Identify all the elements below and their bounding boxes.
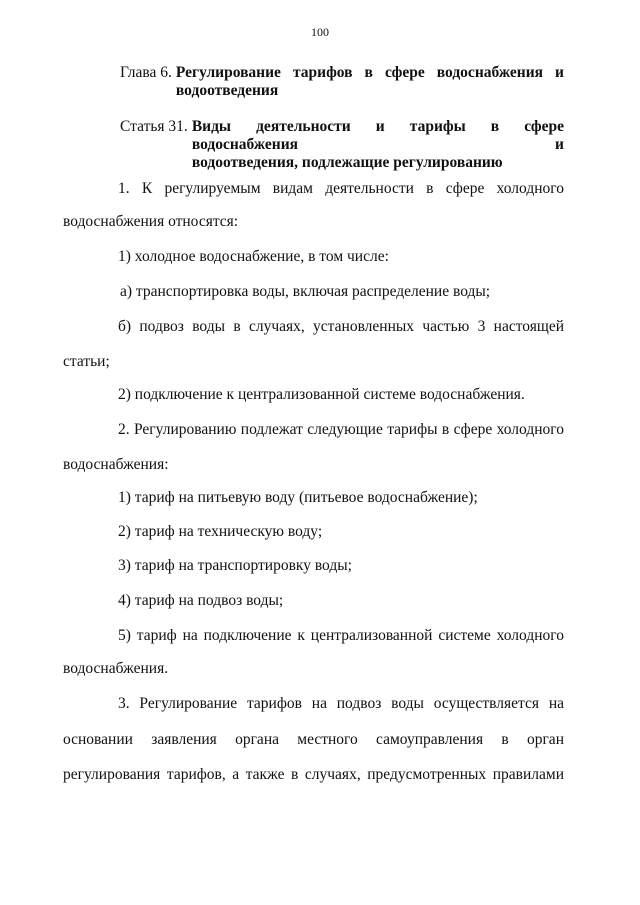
paragraph-line: статьи; [63,353,110,370]
paragraph-line: а) транспортировка воды, включая распределение воды; [120,283,491,300]
paragraph-line: 2. Регулированию подлежат следующие тарифы в сфере холодного [118,421,564,438]
article-prefix: Статья 31. [120,118,188,135]
paragraph-line: водоснабжения: [63,456,169,473]
article-title-line: Виды деятельности и тарифы в сфере водоснабжения и [191,118,564,153]
paragraph-line: б) подвоз воды в случаях, установленных частью 3 настоящей [118,318,564,335]
paragraph-line: водоснабжения относятся: [63,213,239,230]
article-title-line: водоотведения, подлежащие регулированию [191,154,503,171]
paragraph-line: 2) тариф на техническую воду; [118,523,323,540]
paragraph-line: регулирования тарифов, а также в случаях, предусмотренных правилами [63,766,564,783]
article-heading [120,118,564,172]
chapter-title-line: Регулирование тарифов в сфере водоснабжения и [175,64,564,81]
chapter-title [176,64,564,100]
article-title [192,118,564,172]
paragraph-line: 1) холодное водоснабжение, в том числе: [118,248,389,265]
chapter-heading [120,64,564,100]
paragraph-line: основании заявления органа местного самоуправления в орган [63,731,564,748]
paragraph-line: 4) тариф на подвоз воды; [118,592,284,609]
chapter-title-line: водоотведения [175,82,279,99]
paragraph-line: водоснабжения. [63,660,169,677]
paragraph-line: 1. К регулируемым видам деятельности в сфере холодного [118,180,564,197]
chapter-prefix: Глава 6. [120,64,172,81]
page-number: 100 [311,25,329,39]
paragraph-line: 5) тариф на подключение к централизованной системе холодного [118,627,564,644]
paragraph-line: 2) подключение к централизованной системе водоснабжения. [118,386,525,403]
paragraph-line: 3. Регулирование тарифов на подвоз воды осуществляется на [118,695,564,712]
paragraph-line: 1) тариф на питьевую воду (питьевое водоснабжение); [118,489,478,506]
paragraph-line: 3) тариф на транспортировку воды; [118,557,352,574]
